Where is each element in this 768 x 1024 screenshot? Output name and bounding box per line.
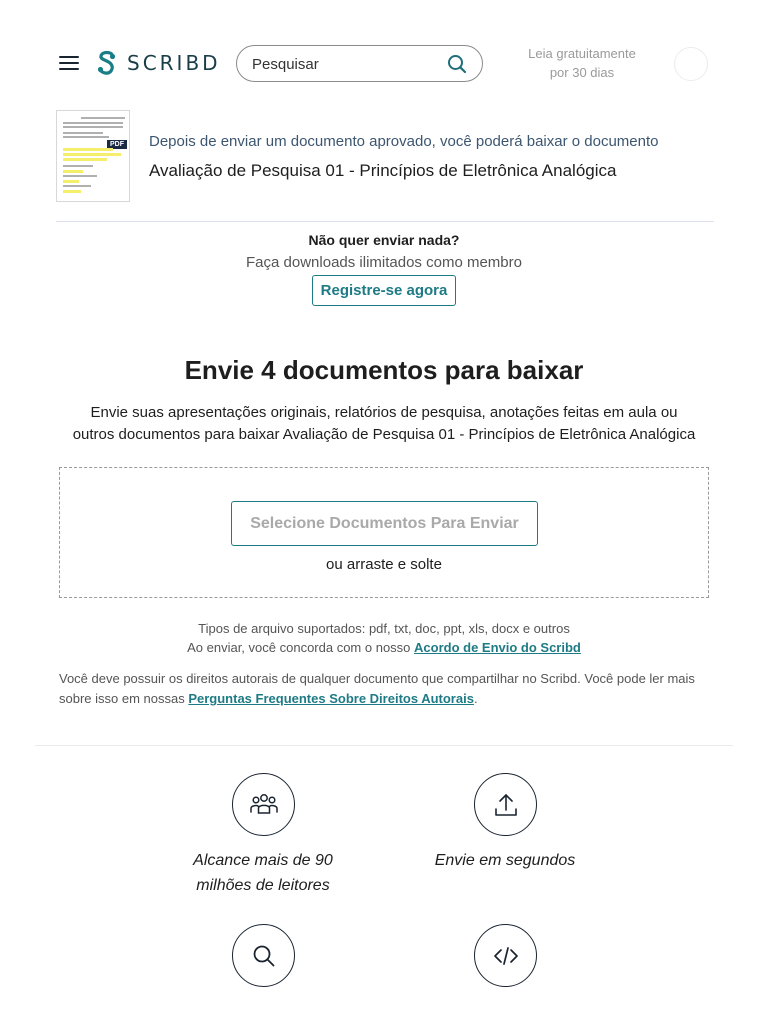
upload-description: Envie suas apresentações originais, relatórios de pesquisa, anotações feitas em aula ou outros documentos para baixar Avaliação de Pesquisa 01 - Princípios de Eletrônica Analógica [72,404,696,443]
feature-reach-line1: Alcance mais de 90 [193,852,333,869]
register-button[interactable]: Registre-se agora [312,275,457,306]
search-icon[interactable] [447,54,467,74]
section-divider [35,745,733,746]
feature-upload-label: Envie em segundos [434,852,576,869]
file-dropzone[interactable] [59,467,709,598]
select-documents-button[interactable]: Selecione Documentos Para Enviar [231,501,538,546]
copyright-text: Você deve possuir os direitos autorais de qualquer documento que compartilhar no Scribd. Você pode ler mais sobre isso em nossas [59,671,695,706]
copyright-faq-link[interactable]: Perguntas Frequentes Sobre Direitos Autorais [188,691,474,706]
document-thumbnail[interactable] [56,110,130,202]
upload-agreement [0,640,768,655]
hamburger-menu-icon[interactable] [59,56,79,72]
user-avatar[interactable] [674,47,708,81]
drag-drop-text: ou arraste e solte [326,556,442,573]
people-icon [232,773,295,836]
search-bar [236,45,483,82]
search-feature-icon [232,924,295,987]
feature-reach-label [168,848,358,898]
membership-question: Não quer enviar nada? [308,232,460,248]
copyright-notice [59,669,709,709]
logo-text: SCRIBD [127,51,221,75]
upload-title: Envie 4 documentos para baixar [184,355,584,385]
document-title[interactable]: Avaliação de Pesquisa 01 - Princípios de Eletrônica Analógica [149,161,617,180]
code-icon [474,924,537,987]
document-info [56,110,714,222]
supported-file-types: Tipos de arquivo suportados: pdf, txt, doc, ppt, xls, docx e outros [198,621,570,636]
search-input[interactable] [252,54,432,74]
membership-subtitle: Faça downloads ilimitados como membro [246,254,522,271]
scribd-logo[interactable] [96,50,221,76]
download-hint: Depois de enviar um documento aprovado, você poderá baixar o documento [149,133,659,150]
trial-line2: por 30 dias [549,65,615,80]
upload-icon [474,773,537,836]
free-trial-link[interactable] [517,44,647,82]
membership-section [0,232,768,306]
copyright-suffix: . [473,691,478,706]
upload-agreement-link[interactable]: Acordo de Envio do Scribd [414,640,581,655]
feature-reach-line2: milhões de leitores [196,877,330,894]
agreement-text: Ao enviar, você concorda com o nosso [187,640,415,655]
scribd-logo-mark-icon [96,50,118,76]
top-header [0,0,768,110]
trial-line1: Leia gratuitamente [528,46,636,61]
pdf-badge: PDF [107,140,127,149]
